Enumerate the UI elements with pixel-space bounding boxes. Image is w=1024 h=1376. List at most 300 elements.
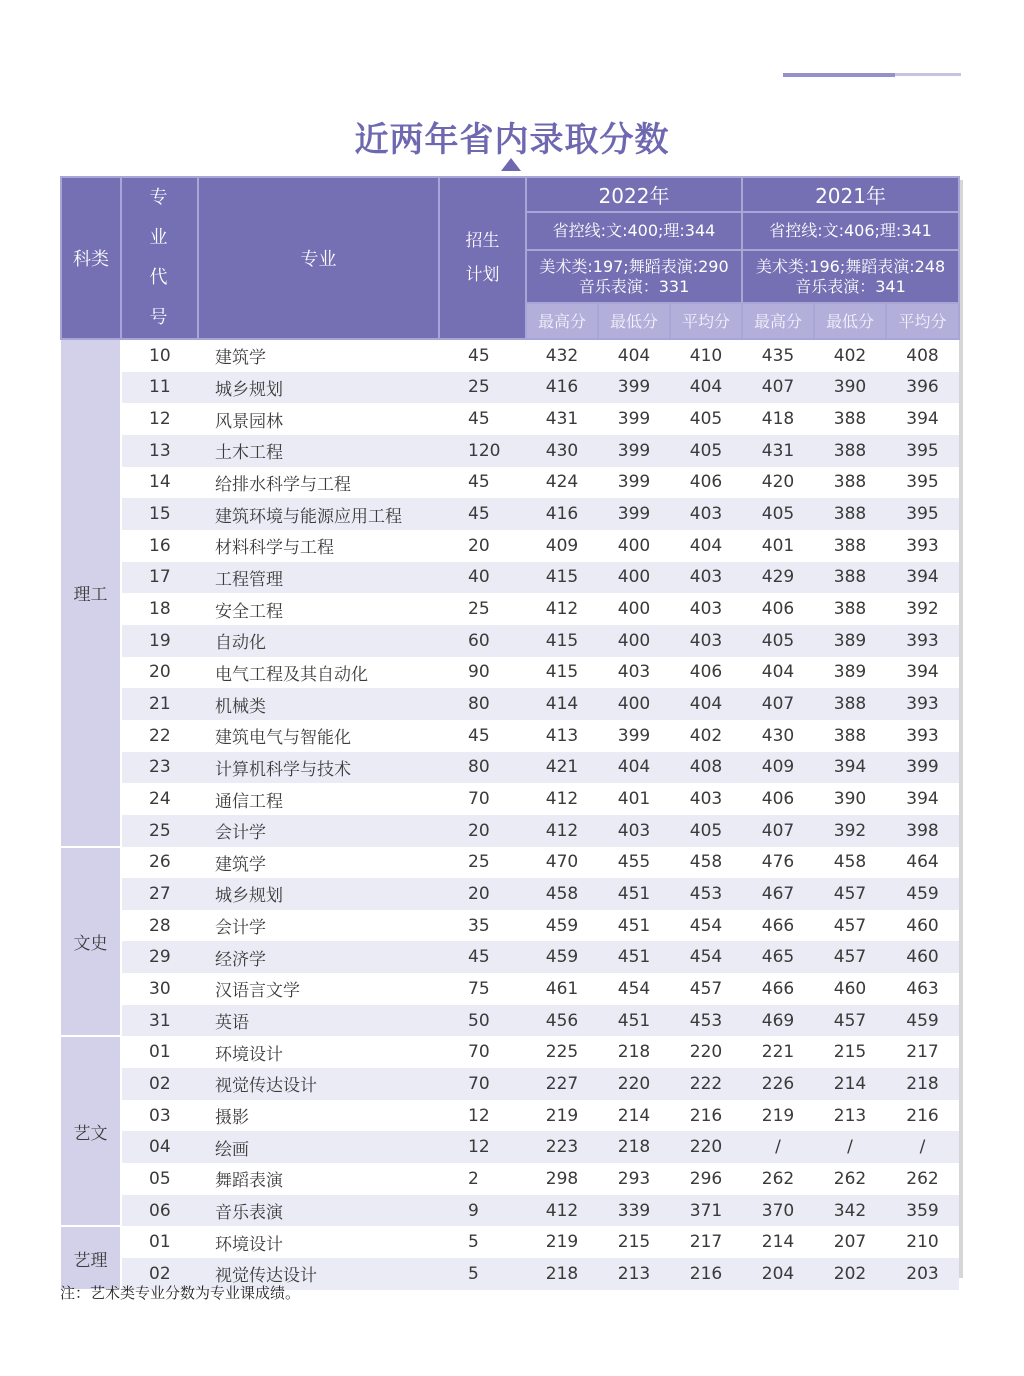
min-score-2021: 390 — [814, 783, 886, 815]
max-score-2022: 459 — [526, 941, 598, 973]
max-score-2022: 430 — [526, 435, 598, 467]
max-score-2021: 221 — [742, 1036, 814, 1068]
major-code: 19 — [121, 625, 198, 657]
avg-score-2022: 220 — [670, 1131, 742, 1163]
avg-score-2022: 405 — [670, 435, 742, 467]
max-score-2022: 225 — [526, 1036, 598, 1068]
max-score-2021: 435 — [742, 339, 814, 372]
avg-score-2021: 393 — [886, 530, 959, 562]
major-code: 02 — [121, 1068, 198, 1100]
enrollment-plan: 20 — [439, 530, 526, 562]
major-code: 01 — [121, 1226, 198, 1258]
min-score-2022: 400 — [598, 625, 670, 657]
min-score-2022: 400 — [598, 688, 670, 720]
min-score-2022: 213 — [598, 1258, 670, 1290]
enrollment-plan: 12 — [439, 1131, 526, 1163]
avg-score-2021: 395 — [886, 498, 959, 530]
enrollment-plan: 120 — [439, 435, 526, 467]
avg-score-2021: 203 — [886, 1258, 959, 1290]
max-score-2021: 406 — [742, 593, 814, 625]
major-code: 28 — [121, 910, 198, 942]
min-score-2022: 400 — [598, 562, 670, 594]
enrollment-plan: 80 — [439, 688, 526, 720]
avg-score-2022: 405 — [670, 403, 742, 435]
enrollment-plan: 45 — [439, 339, 526, 372]
avg-score-2021: 395 — [886, 467, 959, 499]
avg-score-2022: 458 — [670, 847, 742, 879]
max-score-2021: / — [742, 1131, 814, 1163]
min-score-2022: 400 — [598, 530, 670, 562]
table-row — [61, 973, 959, 1005]
min-score-2022: 403 — [598, 657, 670, 689]
category-cell: 艺理 — [61, 1226, 121, 1289]
table-row — [61, 1100, 959, 1132]
enrollment-plan: 9 — [439, 1195, 526, 1227]
table-row — [61, 530, 959, 562]
max-score-2021: 465 — [742, 941, 814, 973]
max-score-2022: 412 — [526, 783, 598, 815]
major-code: 20 — [121, 657, 198, 689]
art-line-2022: 美术类:197;舞蹈表演:290 音乐表演：331 — [526, 250, 742, 303]
major-code: 26 — [121, 847, 198, 879]
avg-score-2021: 218 — [886, 1068, 959, 1100]
table-row — [61, 498, 959, 530]
max-score-2022: 409 — [526, 530, 598, 562]
max-score-2022: 415 — [526, 562, 598, 594]
max-score-2021: 466 — [742, 973, 814, 1005]
header-year-2021: 2021年 — [742, 177, 959, 212]
enrollment-plan: 70 — [439, 1068, 526, 1100]
max-score-2021: 409 — [742, 752, 814, 784]
min-score-2022: 400 — [598, 593, 670, 625]
major-name: 视觉传达设计 — [198, 1258, 439, 1290]
avg-score-2021: 393 — [886, 720, 959, 752]
table-row — [61, 1036, 959, 1068]
major-code: 01 — [121, 1036, 198, 1068]
decor-bar-light — [895, 73, 961, 76]
max-score-2022: 298 — [526, 1163, 598, 1195]
avg-score-2022: 453 — [670, 878, 742, 910]
page-title: 近两年省内录取分数 — [354, 120, 670, 160]
table-row — [61, 372, 959, 404]
min-score-2022: 218 — [598, 1131, 670, 1163]
max-score-2021: 476 — [742, 847, 814, 879]
avg-score-2022: 222 — [670, 1068, 742, 1100]
max-score-2021: 404 — [742, 657, 814, 689]
major-code: 22 — [121, 720, 198, 752]
table-row — [61, 1163, 959, 1195]
enrollment-plan: 45 — [439, 403, 526, 435]
major-name: 舞蹈表演 — [198, 1163, 439, 1195]
avg-score-2021: 262 — [886, 1163, 959, 1195]
avg-score-2021: 394 — [886, 403, 959, 435]
table-row — [61, 941, 959, 973]
avg-score-2021: 459 — [886, 1005, 959, 1037]
avg-score-2022: 403 — [670, 783, 742, 815]
major-name: 摄影 — [198, 1100, 439, 1132]
header-score-col: 最低分 — [598, 303, 670, 339]
avg-score-2022: 457 — [670, 973, 742, 1005]
min-score-2022: 454 — [598, 973, 670, 1005]
min-score-2021: 202 — [814, 1258, 886, 1290]
major-code: 14 — [121, 467, 198, 499]
avg-score-2022: 405 — [670, 815, 742, 847]
min-score-2021: / — [814, 1131, 886, 1163]
avg-score-2021: 464 — [886, 847, 959, 879]
avg-score-2021: 460 — [886, 910, 959, 942]
max-score-2021: 262 — [742, 1163, 814, 1195]
enrollment-plan: 70 — [439, 783, 526, 815]
avg-score-2022: 454 — [670, 910, 742, 942]
max-score-2022: 416 — [526, 372, 598, 404]
table-row — [61, 847, 959, 879]
max-score-2022: 431 — [526, 403, 598, 435]
max-score-2022: 421 — [526, 752, 598, 784]
table-row — [61, 910, 959, 942]
min-score-2022: 218 — [598, 1036, 670, 1068]
major-code: 11 — [121, 372, 198, 404]
max-score-2021: 226 — [742, 1068, 814, 1100]
max-score-2022: 219 — [526, 1226, 598, 1258]
avg-score-2021: 394 — [886, 657, 959, 689]
max-score-2021: 405 — [742, 498, 814, 530]
max-score-2022: 459 — [526, 910, 598, 942]
avg-score-2021: 399 — [886, 752, 959, 784]
min-score-2022: 451 — [598, 910, 670, 942]
major-name: 城乡规划 — [198, 372, 439, 404]
major-code: 25 — [121, 815, 198, 847]
header-major: 专业 — [198, 177, 439, 339]
min-score-2021: 388 — [814, 530, 886, 562]
min-score-2022: 399 — [598, 435, 670, 467]
min-score-2021: 388 — [814, 720, 886, 752]
max-score-2022: 219 — [526, 1100, 598, 1132]
avg-score-2022: 403 — [670, 562, 742, 594]
major-code: 17 — [121, 562, 198, 594]
avg-score-2022: 404 — [670, 530, 742, 562]
enrollment-plan: 50 — [439, 1005, 526, 1037]
enrollment-plan: 35 — [439, 910, 526, 942]
admission-scores-table — [60, 176, 960, 1291]
min-score-2021: 388 — [814, 688, 886, 720]
table-row — [61, 1226, 959, 1258]
major-name: 工程管理 — [198, 562, 439, 594]
control-line-2021: 省控线:文:406;理:341 — [742, 212, 959, 250]
max-score-2022: 412 — [526, 593, 598, 625]
avg-score-2022: 220 — [670, 1036, 742, 1068]
max-score-2022: 413 — [526, 720, 598, 752]
min-score-2021: 213 — [814, 1100, 886, 1132]
header-score-col: 最低分 — [814, 303, 886, 339]
major-name: 环境设计 — [198, 1036, 439, 1068]
major-code: 31 — [121, 1005, 198, 1037]
min-score-2021: 388 — [814, 403, 886, 435]
avg-score-2021: 398 — [886, 815, 959, 847]
max-score-2021: 469 — [742, 1005, 814, 1037]
category-cell: 文史 — [61, 847, 121, 1037]
major-name: 风景园林 — [198, 403, 439, 435]
table-row — [61, 815, 959, 847]
max-score-2022: 461 — [526, 973, 598, 1005]
avg-score-2022: 404 — [670, 372, 742, 404]
avg-score-2021: 210 — [886, 1226, 959, 1258]
major-name: 城乡规划 — [198, 878, 439, 910]
enrollment-plan: 90 — [439, 657, 526, 689]
major-name: 机械类 — [198, 688, 439, 720]
max-score-2021: 431 — [742, 435, 814, 467]
avg-score-2021: 396 — [886, 372, 959, 404]
major-code: 15 — [121, 498, 198, 530]
major-name: 汉语言文学 — [198, 973, 439, 1005]
min-score-2021: 207 — [814, 1226, 886, 1258]
header-plan: 招生计划 — [439, 177, 526, 339]
min-score-2022: 399 — [598, 403, 670, 435]
min-score-2022: 339 — [598, 1195, 670, 1227]
avg-score-2022: 404 — [670, 688, 742, 720]
avg-score-2021: 359 — [886, 1195, 959, 1227]
max-score-2022: 415 — [526, 657, 598, 689]
header-score-col: 最高分 — [742, 303, 814, 339]
major-name: 经济学 — [198, 941, 439, 973]
major-code: 02 — [121, 1258, 198, 1290]
table-row — [61, 1195, 959, 1227]
avg-score-2022: 216 — [670, 1100, 742, 1132]
avg-score-2021: 216 — [886, 1100, 959, 1132]
avg-score-2021: 392 — [886, 593, 959, 625]
max-score-2021: 401 — [742, 530, 814, 562]
avg-score-2022: 296 — [670, 1163, 742, 1195]
avg-score-2021: 217 — [886, 1036, 959, 1068]
min-score-2021: 402 — [814, 339, 886, 372]
major-name: 通信工程 — [198, 783, 439, 815]
major-code: 18 — [121, 593, 198, 625]
avg-score-2022: 410 — [670, 339, 742, 372]
major-code: 06 — [121, 1195, 198, 1227]
major-name: 会计学 — [198, 910, 439, 942]
major-name: 绘画 — [198, 1131, 439, 1163]
major-name: 会计学 — [198, 815, 439, 847]
major-name: 视觉传达设计 — [198, 1068, 439, 1100]
min-score-2022: 399 — [598, 467, 670, 499]
min-score-2022: 404 — [598, 339, 670, 372]
min-score-2022: 215 — [598, 1226, 670, 1258]
avg-score-2021: 408 — [886, 339, 959, 372]
min-score-2021: 457 — [814, 878, 886, 910]
major-name: 电气工程及其自动化 — [198, 657, 439, 689]
major-name: 环境设计 — [198, 1226, 439, 1258]
min-score-2021: 457 — [814, 1005, 886, 1037]
min-score-2021: 458 — [814, 847, 886, 879]
min-score-2022: 399 — [598, 372, 670, 404]
enrollment-plan: 45 — [439, 498, 526, 530]
major-name: 音乐表演 — [198, 1195, 439, 1227]
min-score-2022: 399 — [598, 498, 670, 530]
avg-score-2022: 406 — [670, 657, 742, 689]
table-row — [61, 403, 959, 435]
avg-score-2022: 453 — [670, 1005, 742, 1037]
max-score-2021: 407 — [742, 688, 814, 720]
min-score-2021: 342 — [814, 1195, 886, 1227]
min-score-2022: 404 — [598, 752, 670, 784]
major-code: 30 — [121, 973, 198, 1005]
footnote: 注：艺术类专业分数为专业课成绩。 — [60, 1284, 301, 1302]
avg-score-2022: 406 — [670, 467, 742, 499]
max-score-2021: 418 — [742, 403, 814, 435]
enrollment-plan: 75 — [439, 973, 526, 1005]
avg-score-2022: 408 — [670, 752, 742, 784]
max-score-2021: 467 — [742, 878, 814, 910]
table-row — [61, 435, 959, 467]
avg-score-2021: 459 — [886, 878, 959, 910]
max-score-2022: 227 — [526, 1068, 598, 1100]
min-score-2021: 262 — [814, 1163, 886, 1195]
max-score-2022: 412 — [526, 815, 598, 847]
max-score-2022: 414 — [526, 688, 598, 720]
decor-bar — [783, 73, 895, 77]
min-score-2021: 392 — [814, 815, 886, 847]
min-score-2022: 293 — [598, 1163, 670, 1195]
min-score-2021: 389 — [814, 657, 886, 689]
header-score-col: 平均分 — [886, 303, 959, 339]
min-score-2021: 388 — [814, 467, 886, 499]
max-score-2022: 415 — [526, 625, 598, 657]
max-score-2021: 407 — [742, 815, 814, 847]
max-score-2021: 370 — [742, 1195, 814, 1227]
avg-score-2022: 402 — [670, 720, 742, 752]
enrollment-plan: 40 — [439, 562, 526, 594]
header-score-col: 平均分 — [670, 303, 742, 339]
enrollment-plan: 25 — [439, 372, 526, 404]
major-name: 土木工程 — [198, 435, 439, 467]
major-name: 建筑学 — [198, 339, 439, 372]
major-name: 计算机科学与技术 — [198, 752, 439, 784]
avg-score-2022: 371 — [670, 1195, 742, 1227]
header-category: 科类 — [61, 177, 121, 339]
max-score-2021: 405 — [742, 625, 814, 657]
header-year-2022: 2022年 — [526, 177, 742, 212]
max-score-2022: 416 — [526, 498, 598, 530]
category-cell: 理工 — [61, 339, 121, 847]
enrollment-plan: 12 — [439, 1100, 526, 1132]
major-code: 29 — [121, 941, 198, 973]
avg-score-2021: 394 — [886, 783, 959, 815]
min-score-2022: 214 — [598, 1100, 670, 1132]
min-score-2021: 389 — [814, 625, 886, 657]
min-score-2021: 390 — [814, 372, 886, 404]
min-score-2021: 457 — [814, 910, 886, 942]
min-score-2022: 451 — [598, 1005, 670, 1037]
avg-score-2022: 454 — [670, 941, 742, 973]
max-score-2022: 223 — [526, 1131, 598, 1163]
min-score-2021: 394 — [814, 752, 886, 784]
enrollment-plan: 70 — [439, 1036, 526, 1068]
category-cell: 艺文 — [61, 1036, 121, 1226]
avg-score-2021: / — [886, 1131, 959, 1163]
enrollment-plan: 25 — [439, 593, 526, 625]
table-row — [61, 657, 959, 689]
enrollment-plan: 45 — [439, 720, 526, 752]
major-code: 03 — [121, 1100, 198, 1132]
avg-score-2022: 403 — [670, 593, 742, 625]
min-score-2022: 399 — [598, 720, 670, 752]
major-code: 23 — [121, 752, 198, 784]
major-code: 24 — [121, 783, 198, 815]
max-score-2021: 466 — [742, 910, 814, 942]
table-row — [61, 339, 959, 372]
min-score-2022: 401 — [598, 783, 670, 815]
max-score-2022: 218 — [526, 1258, 598, 1290]
max-score-2021: 430 — [742, 720, 814, 752]
avg-score-2021: 463 — [886, 973, 959, 1005]
major-code: 21 — [121, 688, 198, 720]
major-code: 12 — [121, 403, 198, 435]
art-line-2021: 美术类:196;舞蹈表演:248 音乐表演：341 — [742, 250, 959, 303]
min-score-2022: 403 — [598, 815, 670, 847]
max-score-2022: 412 — [526, 1195, 598, 1227]
enrollment-plan: 60 — [439, 625, 526, 657]
min-score-2021: 388 — [814, 435, 886, 467]
major-name: 建筑学 — [198, 847, 439, 879]
major-name: 自动化 — [198, 625, 439, 657]
avg-score-2021: 460 — [886, 941, 959, 973]
min-score-2021: 388 — [814, 593, 886, 625]
major-name: 安全工程 — [198, 593, 439, 625]
min-score-2021: 388 — [814, 562, 886, 594]
enrollment-plan: 5 — [439, 1226, 526, 1258]
control-line-2022: 省控线:文:400;理:344 — [526, 212, 742, 250]
max-score-2021: 214 — [742, 1226, 814, 1258]
header-score-col: 最高分 — [526, 303, 598, 339]
major-name: 建筑环境与能源应用工程 — [198, 498, 439, 530]
avg-score-2021: 395 — [886, 435, 959, 467]
enrollment-plan: 20 — [439, 878, 526, 910]
table-row — [61, 783, 959, 815]
major-code: 10 — [121, 339, 198, 372]
avg-score-2022: 403 — [670, 625, 742, 657]
min-score-2022: 220 — [598, 1068, 670, 1100]
avg-score-2021: 393 — [886, 625, 959, 657]
min-score-2021: 388 — [814, 498, 886, 530]
avg-score-2021: 393 — [886, 688, 959, 720]
major-name: 英语 — [198, 1005, 439, 1037]
min-score-2021: 215 — [814, 1036, 886, 1068]
header-code: 专业代号 — [121, 177, 198, 339]
avg-score-2022: 216 — [670, 1258, 742, 1290]
major-name: 给排水科学与工程 — [198, 467, 439, 499]
table-row — [61, 562, 959, 594]
table-row — [61, 1005, 959, 1037]
table-row — [61, 1131, 959, 1163]
min-score-2021: 214 — [814, 1068, 886, 1100]
max-score-2021: 407 — [742, 372, 814, 404]
enrollment-plan: 25 — [439, 847, 526, 879]
enrollment-plan: 20 — [439, 815, 526, 847]
enrollment-plan: 45 — [439, 941, 526, 973]
table-row — [61, 467, 959, 499]
table-row — [61, 878, 959, 910]
max-score-2021: 406 — [742, 783, 814, 815]
table-row — [61, 625, 959, 657]
avg-score-2022: 217 — [670, 1226, 742, 1258]
min-score-2022: 455 — [598, 847, 670, 879]
major-code: 27 — [121, 878, 198, 910]
enrollment-plan: 45 — [439, 467, 526, 499]
max-score-2021: 219 — [742, 1100, 814, 1132]
triangle-marker-icon — [501, 158, 521, 171]
table-row — [61, 720, 959, 752]
enrollment-plan: 5 — [439, 1258, 526, 1290]
max-score-2022: 424 — [526, 467, 598, 499]
